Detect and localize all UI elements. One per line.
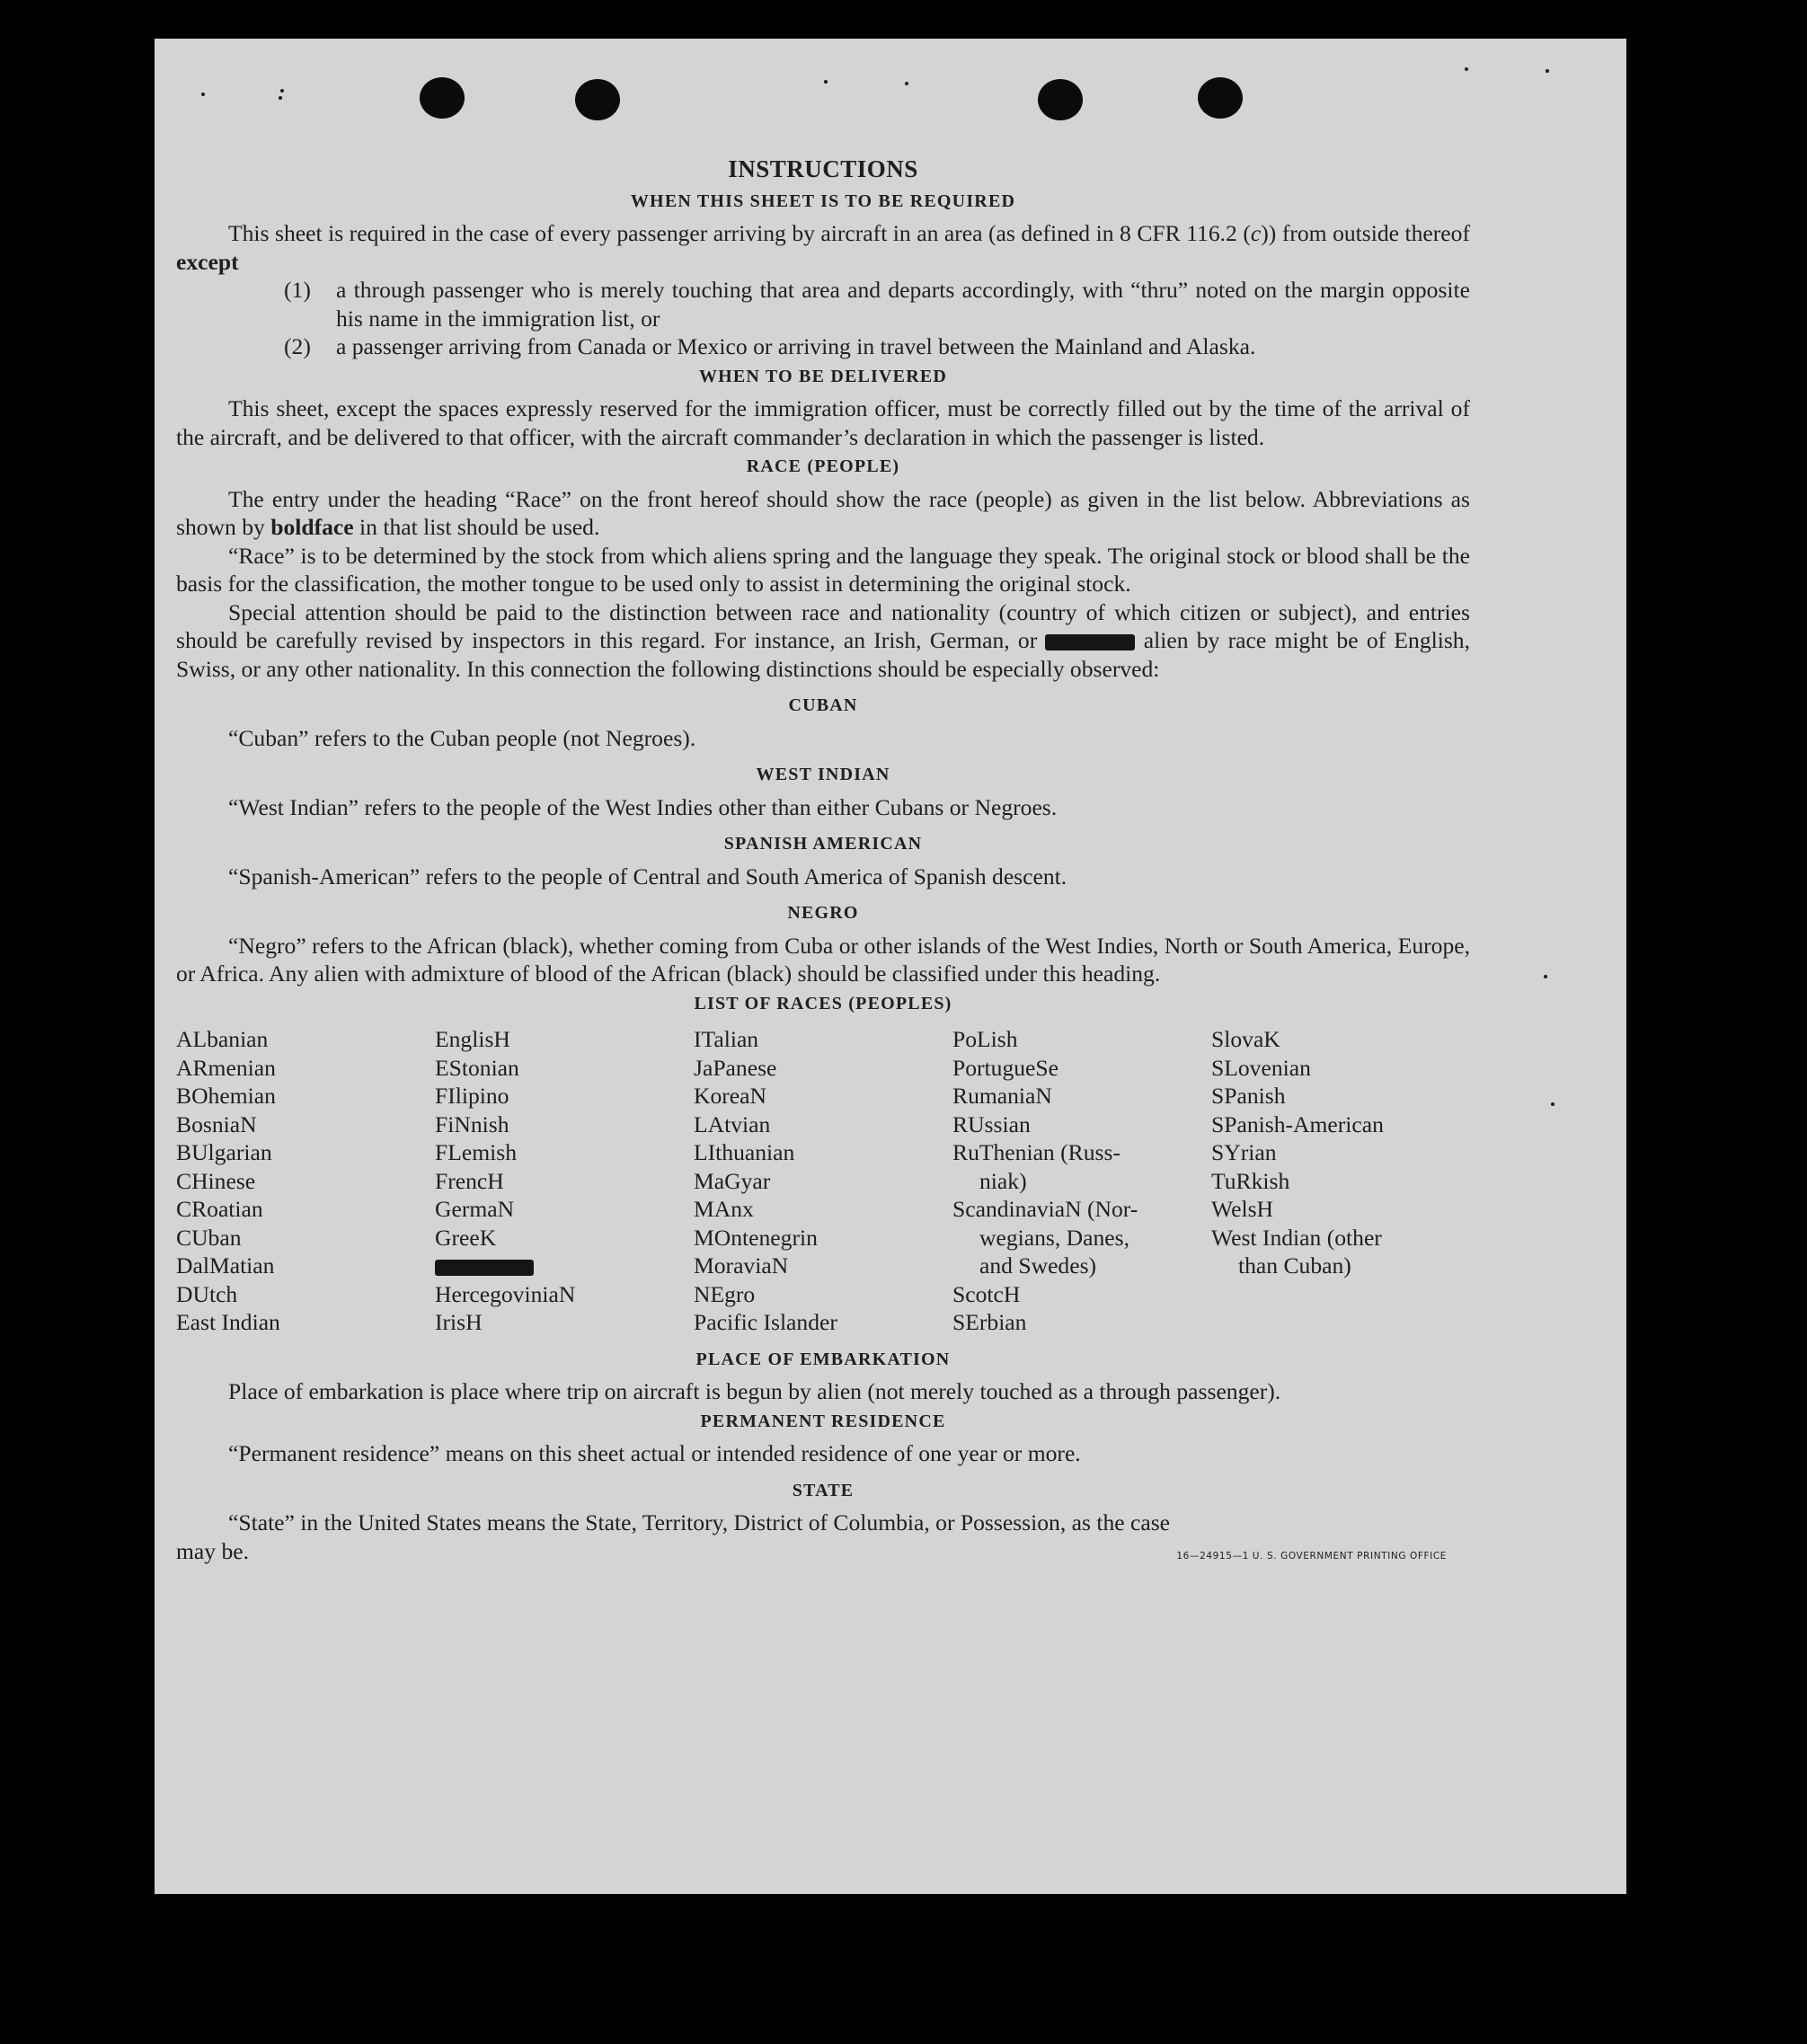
race-entry: RUssian — [952, 1110, 1031, 1137]
paragraph-race-2: “Race” is to be determined by the stock from which aliens spring and the language they speak. The original stock or blood shall be the basis for the classification, the mother tongue to be used only to assist in determining the original stock. — [176, 542, 1470, 597]
race-entry: BUlgarian — [176, 1139, 272, 1165]
race-entry: MoraviaN — [694, 1252, 789, 1279]
race-entry: PoLish — [952, 1026, 1018, 1052]
paragraph-cuban: “Cuban” refers to the Cuban people (not Negroes). — [228, 724, 696, 751]
bold-except: except — [176, 248, 239, 275]
race-entry: NEgro — [694, 1280, 756, 1307]
race-entry: East Indian — [176, 1309, 280, 1335]
race-entry: EnglisH — [435, 1026, 510, 1052]
paragraph-required — [176, 219, 1470, 276]
heading-permanent-residence: PERMANENT RESIDENCE — [700, 1411, 946, 1431]
footer-line — [176, 1537, 1470, 1571]
document-sheet — [155, 39, 1626, 1894]
race-entry: RuThenian (Russ- — [952, 1139, 1121, 1165]
race-entry: MAnx — [694, 1196, 754, 1222]
dust-speck — [201, 93, 205, 96]
dust-speck — [1546, 69, 1549, 73]
race-entry: MOntenegrin — [694, 1224, 818, 1251]
race-entry-redacted — [435, 1252, 694, 1280]
heading-when-delivered: WHEN TO BE DELIVERED — [698, 366, 948, 386]
heading-place-of-embarkation: PLACE OF EMBARKATION — [695, 1349, 951, 1369]
heading-cuban: CUBAN — [788, 695, 858, 715]
instructions-text — [176, 155, 1470, 1571]
race-entry: DUtch — [176, 1280, 238, 1307]
paragraph-race-1 — [176, 485, 1470, 542]
race-entry: WelsH — [1211, 1196, 1274, 1222]
race-entry-continued: than Cuban) — [1238, 1252, 1351, 1279]
race-entry: LIthuanian — [694, 1139, 795, 1165]
race-entry: EStonian — [435, 1054, 519, 1081]
race-entry: HercegoviniaN — [435, 1280, 576, 1307]
dust-speck — [1465, 67, 1468, 71]
item-text: a through passenger who is merely touching that area and departs accordingly, with “thru” noted on the margin opposite his name in the immigration list, or — [336, 277, 1470, 332]
heading-list-of-races: LIST OF RACES (PEOPLES) — [694, 993, 952, 1013]
dust-speck — [279, 96, 282, 100]
redaction-mark — [1045, 634, 1135, 650]
race-entry: DalMatian — [176, 1252, 275, 1279]
heading-when-required: WHEN THIS SHEET IS TO BE REQUIRED — [630, 190, 1016, 211]
race-entry: CUban — [176, 1224, 242, 1251]
item-text: a passenger arriving from Canada or Mexico or arriving in travel between the Mainland and Alaska. — [336, 333, 1256, 359]
punch-hole — [1198, 77, 1243, 119]
race-entry: KoreaN — [694, 1083, 767, 1109]
heading-negro: NEGRO — [787, 903, 859, 923]
paragraph-spanish-american: “Spanish-American” refers to the people of Central and South America of Spanish descent. — [228, 863, 1067, 889]
race-entry: FrencH — [435, 1167, 504, 1194]
paragraph-embarkation: Place of embarkation is place where trip on aircraft is begun by alien (not merely touched as a through passenger). — [228, 1378, 1281, 1404]
heading-race: RACE (PEOPLE) — [746, 456, 900, 476]
dust-speck — [905, 82, 908, 85]
race-entry: Pacific Islander — [694, 1309, 837, 1335]
heading-west-indian: WEST INDIAN — [756, 765, 890, 784]
race-entry: PortugueSe — [952, 1054, 1059, 1081]
bold-boldface: boldface — [270, 514, 354, 540]
race-column-2 — [435, 1025, 694, 1337]
document-title: INSTRUCTIONS — [728, 155, 918, 182]
punch-hole — [420, 77, 465, 119]
printer-mark: 16—24915—1 U. S. GOVERNMENT PRINTING OFFICE — [1176, 1550, 1447, 1562]
race-entry: ScandinaviaN (Nor- — [952, 1196, 1138, 1222]
list-item — [284, 332, 1470, 361]
race-entry: ALbanian — [176, 1026, 269, 1052]
paragraph-delivered: This sheet, except the spaces expressly reserved for the immigration officer, must be correctly filled out by the time of the arrival of the aircraft, and be delivered to that officer, with the aircraft commander’s declaration in which the passenger is listed. — [176, 395, 1470, 450]
race-entry-continued: and Swedes) — [979, 1252, 1097, 1279]
paragraph-negro: “Negro” refers to the African (black), whether coming from Cuba or other islands of the West Indies, North or South America, Europe, or Africa. Any alien with admixture of blood of the African (black) should be classified under this heading. — [176, 932, 1470, 987]
race-column-5 — [1211, 1025, 1470, 1337]
paragraph-west-indian: “West Indian” refers to the people of the West Indies other than either Cubans or Negroes. — [228, 793, 1058, 820]
race-entry: JaPanese — [694, 1054, 777, 1081]
heading-spanish-american: SPANISH AMERICAN — [723, 834, 923, 854]
dust-speck — [280, 89, 284, 93]
race-column-4 — [952, 1025, 1211, 1337]
race-list — [176, 1025, 1470, 1337]
item-number: (1) — [284, 277, 311, 303]
race-entry: GreeK — [435, 1224, 497, 1251]
race-entry: ITalian — [694, 1026, 759, 1052]
paragraph-text: in that list should be used. — [353, 514, 600, 540]
race-entry: BosniaN — [176, 1110, 257, 1137]
race-entry: SLovenian — [1211, 1054, 1311, 1081]
race-entry: GermaN — [435, 1196, 515, 1222]
dust-speck — [824, 80, 828, 84]
punch-hole — [575, 79, 620, 120]
race-entry: West Indian (other — [1211, 1224, 1382, 1251]
race-column-1 — [176, 1025, 435, 1337]
race-entry: SPanish-American — [1211, 1110, 1384, 1137]
race-entry: SlovaK — [1211, 1026, 1280, 1052]
race-entry: SErbian — [952, 1309, 1027, 1335]
dust-speck — [1544, 975, 1547, 978]
race-entry: FIlipino — [435, 1083, 509, 1109]
dust-speck — [1551, 1102, 1555, 1106]
race-entry: RumaniaN — [952, 1083, 1052, 1109]
race-entry: SYrian — [1211, 1139, 1277, 1165]
race-entry: BOhemian — [176, 1083, 276, 1109]
race-column-3 — [694, 1025, 952, 1337]
race-entry: SPanish — [1211, 1083, 1286, 1109]
race-entry: CRoatian — [176, 1196, 263, 1222]
punch-hole — [1038, 79, 1083, 120]
redaction-mark — [435, 1260, 534, 1276]
race-entry: ScotcH — [952, 1280, 1021, 1307]
race-entry: FiNnish — [435, 1110, 509, 1137]
race-entry-continued: niak) — [979, 1167, 1027, 1194]
race-entry: ARmenian — [176, 1054, 276, 1081]
paragraph-text: This sheet is required in the case of every passenger arriving by aircraft in an area (as defined in 8 CFR 116.2 ( — [228, 220, 1251, 246]
heading-state: STATE — [792, 1480, 855, 1500]
item-number: (2) — [284, 333, 311, 359]
paragraph-text: )) from outside thereof — [1261, 220, 1470, 246]
list-item — [284, 276, 1470, 332]
paragraph-state: “State” in the United States means the State, Territory, District of Columbia, or Possession, as the case — [228, 1509, 1171, 1535]
race-entry: FLemish — [435, 1139, 518, 1165]
race-entry: IrisH — [435, 1309, 483, 1335]
race-entry: MaGyar — [694, 1167, 771, 1194]
race-entry-continued: wegians, Danes, — [979, 1224, 1130, 1251]
paragraph-text: Special attention should be paid to the distinction between race and nationality (country of which citizen or subject), and entries should be carefully revised by inspectors in this regard. For instance, an Irish, German, or — [176, 598, 1470, 653]
italic-c: c — [1250, 220, 1262, 246]
paragraph-text: The entry under the heading “Race” on the front hereof should show the race (people) as given in the list below. Abbreviations as shown by — [176, 485, 1470, 540]
paragraph-race-3 — [176, 598, 1470, 684]
race-entry: TuRkish — [1211, 1167, 1290, 1194]
paragraph-residence: “Permanent residence” means on this sheet actual or intended residence of one year or more. — [228, 1440, 1081, 1466]
race-entry: LAtvian — [694, 1110, 771, 1137]
race-entry: CHinese — [176, 1167, 256, 1194]
paragraph-text: alien by race might be of English, Swiss, or any other nationality. In this connection the following distinctions should be especially observed: — [176, 627, 1470, 682]
paragraph-state-end: may be. — [176, 1537, 250, 1564]
